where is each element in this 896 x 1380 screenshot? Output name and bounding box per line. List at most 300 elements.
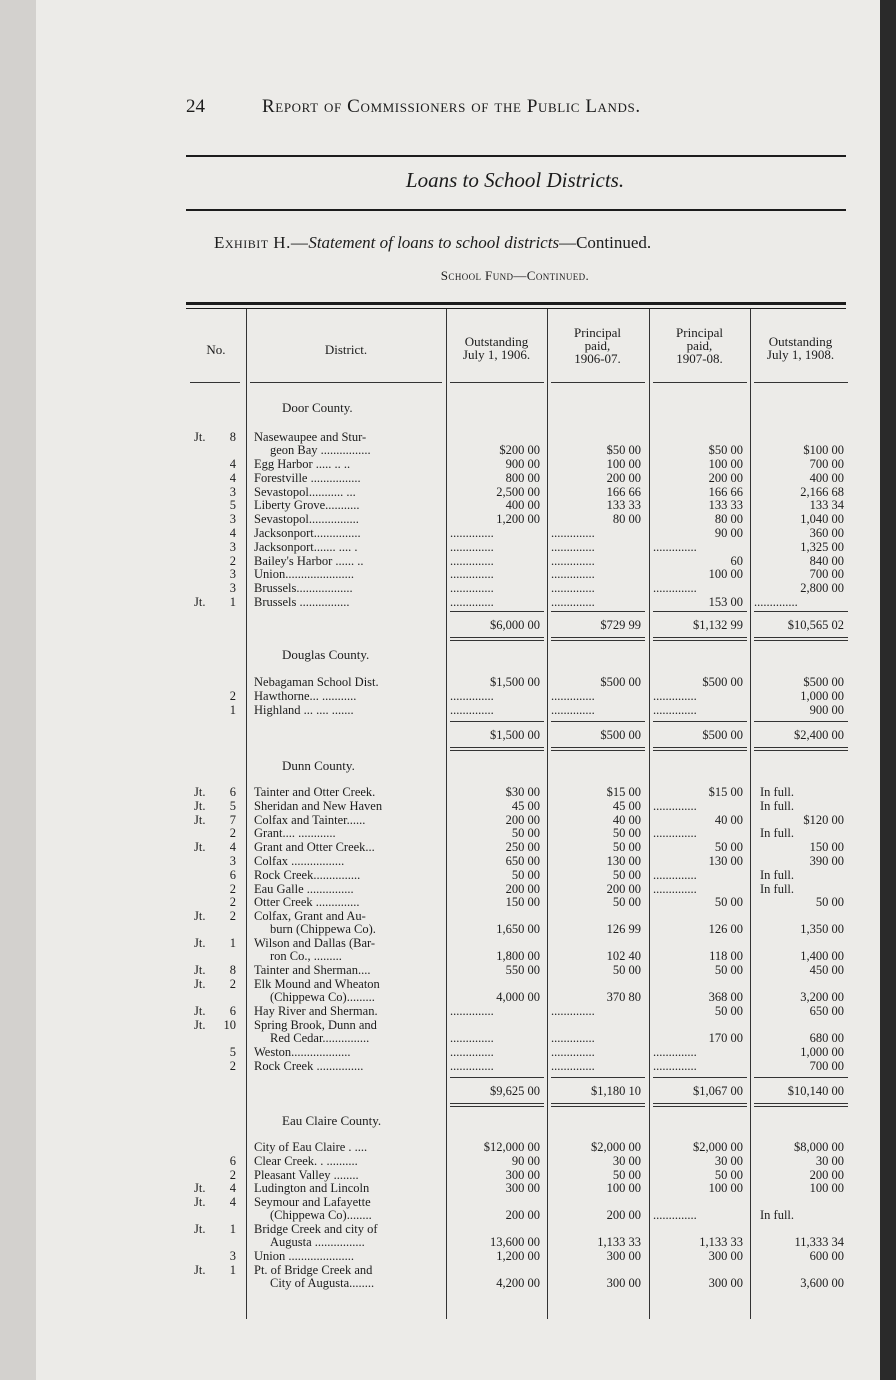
row-no: 4	[229, 1181, 236, 1196]
cell-outstanding-1908: 650 00	[809, 1004, 844, 1018]
cell-paid-1906-07: 200 00	[606, 1208, 641, 1223]
table-top-rule	[186, 302, 846, 305]
cell-paid-1907-08: 50 00	[714, 895, 743, 910]
cell-paid-1907-08: 90 00	[714, 526, 743, 540]
page-shadow-left	[0, 0, 36, 1380]
row-district: Augusta ................	[270, 1236, 365, 1250]
cell-outstanding-1906: ..............	[450, 553, 494, 568]
cell-outstanding-1906: 2,500 00	[496, 484, 540, 499]
cell-outstanding-1908: 11,333 34	[794, 1235, 844, 1250]
row-district: Brussels..................	[254, 582, 353, 596]
row-district: Otter Creek ..............	[254, 896, 360, 910]
subtotal-rule	[551, 721, 645, 722]
cell-outstanding-1906: 4,000 00	[496, 990, 540, 1005]
cell-outstanding-1908: 840 00	[809, 553, 844, 568]
row-no: 1	[229, 1222, 236, 1237]
total-rule	[551, 747, 645, 748]
row-no: 2	[229, 909, 236, 924]
total-paid-1907-08: $1,132 99	[693, 618, 743, 632]
cell-paid-1907-08: 50 00	[714, 840, 743, 855]
total-rule	[754, 637, 848, 638]
subtotal-rule	[653, 611, 747, 612]
cell-outstanding-1906: 250 00	[505, 840, 540, 855]
row-district: Sheridan and New Haven	[254, 799, 383, 813]
total-paid-1906-07: $729 99	[600, 618, 641, 632]
total-rule	[551, 640, 645, 641]
total-outstanding-1908: $2,400 00	[794, 728, 844, 742]
page-binding-edge	[880, 0, 896, 1380]
subtotal-rule	[754, 1077, 848, 1078]
row-no: 6	[229, 785, 236, 799]
row-no: 2	[229, 895, 236, 910]
cell-outstanding-1908: In full.	[760, 867, 795, 882]
cell-outstanding-1908: 700 00	[809, 457, 844, 471]
cell-paid-1906-07: ..............	[551, 567, 595, 582]
cell-outstanding-1908: 600 00	[809, 1249, 844, 1264]
cell-paid-1906-07: $15 00	[606, 785, 641, 799]
total-paid-1906-07: $1,180 10	[591, 1084, 641, 1098]
cell-paid-1907-08: ..............	[653, 798, 697, 813]
cell-paid-1906-07: 300 00	[606, 1276, 641, 1291]
cell-paid-1906-07: ..............	[551, 688, 595, 703]
cell-outstanding-1906: ..............	[450, 581, 494, 596]
col-header-3-line: Outstanding	[464, 334, 529, 349]
cell-paid-1907-08: 50 00	[714, 963, 743, 978]
row-district: Nasewaupee and Stur-	[254, 431, 367, 444]
total-rule	[754, 747, 848, 748]
row-district: Hawthorne... ...........	[254, 689, 357, 703]
cell-outstanding-1906: ..............	[450, 688, 494, 703]
row-district: (Chippewa Co)........	[270, 1209, 372, 1223]
cell-outstanding-1906: 45 00	[511, 798, 540, 813]
cell-outstanding-1908: In full.	[760, 881, 795, 896]
subtotal-rule	[450, 1077, 544, 1078]
cell-paid-1906-07: 50 00	[612, 840, 641, 855]
row-district: City of Eau Claire . ....	[254, 1141, 368, 1154]
row-district: Colfax, Grant and Au-	[254, 910, 366, 924]
subtotal-rule	[450, 721, 544, 722]
cell-outstanding-1908: 390 00	[809, 854, 844, 868]
cell-paid-1907-08: 80 00	[714, 512, 743, 527]
cell-paid-1907-08: ..............	[653, 581, 697, 596]
cell-paid-1906-07: $50 00	[606, 443, 641, 458]
fund-line: School Fund—Continued.	[440, 268, 590, 283]
total-rule	[450, 747, 544, 748]
cell-paid-1907-08: ..............	[653, 1044, 697, 1059]
row-no: 3	[229, 581, 236, 596]
cell-outstanding-1906: 1,200 00	[496, 1249, 540, 1264]
cell-paid-1907-08: ..............	[653, 539, 697, 554]
row-no-prefix: Jt.	[194, 785, 206, 799]
header-bottom-rule	[450, 382, 544, 383]
total-rule	[754, 1106, 848, 1107]
cell-outstanding-1908: 133 34	[809, 498, 844, 513]
column-divider	[750, 309, 751, 1319]
row-no-prefix: Jt.	[194, 1263, 206, 1277]
row-district: Elk Mound and Wheaton	[254, 978, 380, 991]
row-district: Red Cedar...............	[270, 1032, 370, 1045]
cell-paid-1906-07: 50 00	[612, 963, 641, 978]
total-rule	[450, 1103, 544, 1104]
cell-paid-1906-07: 166 66	[606, 484, 641, 499]
total-rule	[653, 747, 747, 748]
row-district: Liberty Grove...........	[254, 499, 360, 513]
running-title: Report of Commissioners of the Public Lands.	[262, 96, 641, 117]
row-no: 3	[229, 567, 236, 582]
cell-paid-1907-08: ..............	[653, 881, 697, 896]
total-rule	[754, 1103, 848, 1104]
cell-outstanding-1908: 1,325 00	[800, 539, 844, 554]
row-no: 2	[229, 1058, 236, 1073]
cell-outstanding-1906: 300 00	[505, 1167, 540, 1182]
cell-outstanding-1906: 90 00	[511, 1153, 540, 1168]
cell-outstanding-1906: 400 00	[505, 498, 540, 513]
cell-paid-1906-07: 133 33	[606, 498, 641, 513]
cell-outstanding-1908: 30 00	[815, 1153, 844, 1168]
cell-outstanding-1908: 450 00	[809, 963, 844, 978]
cell-paid-1906-07: ..............	[551, 1058, 595, 1073]
row-district: burn (Chippewa Co).	[270, 923, 376, 937]
total-rule	[653, 637, 747, 638]
cell-outstanding-1908: 700 00	[809, 1058, 844, 1073]
row-no: 8	[229, 430, 236, 444]
cell-outstanding-1908: 100 00	[809, 1181, 844, 1196]
cell-paid-1907-08: 30 00	[714, 1153, 743, 1168]
row-district: Spring Brook, Dunn and	[254, 1018, 377, 1032]
row-no: 6	[229, 867, 236, 882]
section-title: Loans to School Districts.	[405, 168, 625, 192]
county-heading: Douglas County.	[282, 647, 370, 662]
total-rule	[653, 1103, 747, 1104]
cell-paid-1907-08: ..............	[653, 1208, 697, 1223]
column-divider	[547, 309, 548, 1319]
cell-paid-1906-07: 370 80	[606, 990, 641, 1005]
cell-paid-1907-08: 300 00	[708, 1276, 743, 1291]
cell-paid-1907-08: ..............	[653, 702, 697, 717]
row-no: 6	[229, 1153, 236, 1168]
row-district: Union......................	[254, 568, 354, 582]
row-district: Sevastopol................	[254, 513, 359, 527]
cell-paid-1906-07: 40 00	[612, 812, 641, 827]
cell-outstanding-1908: 3,200 00	[800, 990, 844, 1005]
exhibit-caption	[214, 233, 824, 253]
row-no: 8	[229, 963, 236, 978]
cell-paid-1906-07: 126 99	[606, 922, 641, 937]
row-no: 1	[229, 595, 236, 609]
total-rule	[653, 750, 747, 751]
row-district: Brussels ................	[254, 596, 350, 609]
cell-outstanding-1906: 300 00	[505, 1181, 540, 1196]
cell-outstanding-1906: $12,000 00	[483, 1140, 540, 1154]
cell-paid-1907-08: ..............	[653, 867, 697, 882]
row-no: 1	[229, 1263, 236, 1277]
total-outstanding-1908: $10,140 00	[787, 1084, 844, 1098]
row-district: Eau Galle ...............	[254, 882, 354, 896]
cell-paid-1906-07: ..............	[551, 539, 595, 554]
county-heading: Door County.	[282, 400, 353, 415]
total-rule	[551, 750, 645, 751]
total-paid-1907-08: $1,067 00	[693, 1084, 743, 1098]
cell-outstanding-1906: 150 00	[505, 895, 540, 910]
row-no-prefix: Jt.	[194, 963, 206, 978]
top-rule	[186, 155, 846, 157]
cell-outstanding-1906: 50 00	[511, 826, 540, 841]
row-district: Rock Creek ...............	[254, 1059, 364, 1073]
cell-paid-1906-07: ..............	[551, 1004, 595, 1018]
row-no-prefix: Jt.	[194, 1181, 206, 1196]
cell-paid-1906-07: 50 00	[612, 867, 641, 882]
row-district: Highland ... .... .......	[254, 703, 354, 717]
row-no: 3	[229, 539, 236, 554]
exhibit-label: Exhibit H.—	[214, 233, 309, 252]
cell-outstanding-1908: In full.	[760, 785, 795, 799]
cell-paid-1907-08: $15 00	[708, 785, 743, 799]
row-no: 5	[229, 798, 236, 813]
cell-paid-1907-08: $500 00	[702, 675, 743, 689]
cell-outstanding-1908: 50 00	[815, 895, 844, 910]
row-no: 2	[229, 553, 236, 568]
cell-outstanding-1906: ..............	[450, 1004, 494, 1018]
cell-paid-1907-08: 50 00	[714, 1004, 743, 1018]
cell-outstanding-1906: $200 00	[499, 443, 540, 458]
row-no-prefix: Jt.	[194, 595, 206, 609]
row-no-prefix: Jt.	[194, 936, 206, 951]
cell-outstanding-1906: ..............	[450, 1031, 494, 1045]
cell-outstanding-1908: 680 00	[809, 1031, 844, 1045]
cell-outstanding-1906: ..............	[450, 567, 494, 582]
cell-paid-1906-07: ..............	[551, 595, 595, 609]
row-district: Colfax .................	[254, 855, 345, 868]
row-no: 5	[229, 498, 236, 513]
cell-paid-1907-08: 166 66	[708, 484, 743, 499]
row-no: 4	[229, 1195, 236, 1210]
cell-outstanding-1906: 200 00	[505, 1208, 540, 1223]
cell-paid-1907-08: 1,133 33	[699, 1235, 743, 1250]
cell-outstanding-1908: In full.	[760, 826, 795, 841]
row-district: Ludington and Lincoln	[254, 1182, 370, 1196]
cell-paid-1906-07: 30 00	[612, 1153, 641, 1168]
cell-outstanding-1906: $30 00	[505, 785, 540, 799]
cell-outstanding-1906: 200 00	[505, 881, 540, 896]
total-outstanding-1908: $10,565 02	[787, 618, 844, 632]
row-no-prefix: Jt.	[194, 812, 206, 827]
row-no: 3	[229, 1249, 236, 1264]
cell-paid-1907-08: $50 00	[708, 443, 743, 458]
cell-outstanding-1908: 200 00	[809, 1167, 844, 1182]
cell-paid-1906-07: 100 00	[606, 457, 641, 471]
cell-paid-1906-07: $2,000 00	[591, 1140, 641, 1154]
section-rule	[186, 209, 846, 211]
row-district: Bailey's Harbor ...... ..	[254, 554, 364, 568]
cell-outstanding-1908: ..............	[754, 595, 798, 609]
cell-outstanding-1908: $8,000 00	[794, 1140, 844, 1154]
cell-paid-1907-08: 118 00	[709, 949, 743, 964]
cell-paid-1907-08: 100 00	[708, 1181, 743, 1196]
row-no-prefix: Jt.	[194, 1017, 206, 1032]
cell-outstanding-1908: 1,350 00	[800, 922, 844, 937]
cell-outstanding-1908: 2,800 00	[800, 581, 844, 596]
row-district: (Chippewa Co).........	[270, 991, 375, 1005]
cell-outstanding-1906: ..............	[450, 1044, 494, 1059]
row-no: 2	[229, 688, 236, 703]
row-district: Pleasant Valley ........	[254, 1168, 359, 1182]
row-no: 3	[229, 512, 236, 527]
col-header-5-line: paid,	[686, 338, 713, 353]
col-header-no: No.	[206, 342, 226, 357]
cell-paid-1906-07: 50 00	[612, 826, 641, 841]
column-divider	[246, 309, 247, 1319]
table-top-rule-thin	[186, 308, 846, 309]
cell-outstanding-1906: ..............	[450, 1058, 494, 1073]
header-bottom-rule	[551, 382, 645, 383]
cell-paid-1907-08: 100 00	[708, 457, 743, 471]
row-no-prefix: Jt.	[194, 430, 206, 444]
col-header-3-line: July 1, 1906.	[462, 347, 531, 362]
row-district: Union .....................	[254, 1250, 354, 1264]
total-outstanding-1906: $6,000 00	[490, 618, 540, 632]
row-district: City of Augusta........	[270, 1277, 375, 1291]
cell-paid-1906-07: 50 00	[612, 1167, 641, 1182]
cell-outstanding-1906: 13,600 00	[490, 1235, 540, 1250]
cell-outstanding-1908: 700 00	[809, 567, 844, 582]
cell-outstanding-1908: In full.	[760, 1208, 795, 1223]
subtotal-rule	[653, 721, 747, 722]
row-no-prefix: Jt.	[194, 909, 206, 924]
subtotal-rule	[754, 611, 848, 612]
cell-outstanding-1906: 1,650 00	[496, 922, 540, 937]
cell-outstanding-1908: 1,040 00	[800, 512, 844, 527]
cell-outstanding-1908: 900 00	[809, 702, 844, 717]
total-rule	[653, 640, 747, 641]
cell-paid-1907-08: ..............	[653, 1058, 697, 1073]
col-header-6-line: Outstanding	[768, 334, 833, 349]
cell-outstanding-1906: ..............	[450, 539, 494, 554]
cell-outstanding-1906: $1,500 00	[490, 675, 540, 689]
row-district: Hay River and Sherman.	[254, 1005, 378, 1018]
total-outstanding-1906: $1,500 00	[490, 728, 540, 742]
header-bottom-rule	[653, 382, 747, 383]
total-rule	[450, 640, 544, 641]
cell-paid-1907-08: ..............	[653, 688, 697, 703]
row-no: 7	[229, 812, 236, 827]
cell-paid-1907-08: 126 00	[708, 922, 743, 937]
cell-outstanding-1906: ..............	[450, 702, 494, 717]
row-no: 1	[229, 936, 236, 951]
row-district: geon Bay ................	[270, 444, 371, 458]
subtotal-rule	[653, 1077, 747, 1078]
cell-paid-1906-07: ..............	[551, 526, 595, 540]
row-district: Rock Creek...............	[254, 868, 361, 882]
col-header-6-line: July 1, 1908.	[766, 347, 835, 362]
row-no-prefix: Jt.	[194, 840, 206, 855]
total-rule	[450, 1106, 544, 1107]
row-no: 3	[229, 484, 236, 499]
cell-paid-1907-08: 368 00	[708, 990, 743, 1005]
total-rule	[551, 637, 645, 638]
cell-paid-1906-07: 200 00	[606, 881, 641, 896]
cell-outstanding-1906: 50 00	[511, 867, 540, 882]
cell-outstanding-1908: 360 00	[809, 526, 844, 540]
header-bottom-rule	[250, 382, 442, 383]
row-no: 2	[229, 826, 236, 841]
row-district: Colfax and Tainter......	[254, 813, 366, 827]
cell-paid-1907-08: 130 00	[708, 854, 743, 868]
cell-outstanding-1906: 800 00	[505, 470, 540, 485]
row-district: Sevastopol........... ...	[254, 485, 356, 499]
cell-outstanding-1906: 1,200 00	[496, 512, 540, 527]
row-no: 2	[229, 977, 236, 991]
row-no-prefix: Jt.	[194, 1004, 206, 1018]
header-bottom-rule	[190, 382, 240, 383]
cell-paid-1906-07: ..............	[551, 702, 595, 717]
col-header-5-line: Principal	[676, 325, 723, 340]
col-header-district: District.	[324, 342, 368, 357]
row-district: Bridge Creek and city of	[254, 1223, 378, 1237]
cell-paid-1907-08: 50 00	[714, 1167, 743, 1182]
row-district: Jacksonport...............	[254, 527, 361, 540]
cell-paid-1906-07: $500 00	[600, 675, 641, 689]
cell-outstanding-1906: 550 00	[505, 963, 540, 978]
row-district: Forestville ................	[254, 471, 361, 485]
row-district: Nebagaman School Dist.	[254, 676, 379, 689]
cell-outstanding-1908: 3,600 00	[800, 1276, 844, 1291]
row-district: Tainter and Sherman....	[254, 964, 371, 978]
cell-outstanding-1906: 900 00	[505, 457, 540, 471]
row-no: 2	[229, 881, 236, 896]
row-district: Wilson and Dallas (Bar-	[254, 937, 376, 951]
cell-paid-1906-07: 300 00	[606, 1249, 641, 1264]
total-rule	[551, 1103, 645, 1104]
county-heading: Eau Claire County.	[282, 1113, 382, 1128]
row-district: Grant.... ............	[254, 827, 336, 841]
cell-outstanding-1908: $500 00	[803, 675, 844, 689]
row-no: 6	[229, 1004, 236, 1018]
cell-outstanding-1908: 150 00	[809, 840, 844, 855]
column-divider	[649, 309, 650, 1319]
col-header-4-line: paid,	[584, 338, 611, 353]
cell-paid-1907-08: $2,000 00	[693, 1140, 743, 1154]
subtotal-rule	[551, 611, 645, 612]
row-district: ron Co., .........	[270, 950, 342, 964]
cell-outstanding-1908: 1,000 00	[800, 688, 844, 703]
cell-paid-1906-07: ..............	[551, 553, 595, 568]
cell-paid-1906-07: 80 00	[612, 512, 641, 527]
row-no: 4	[229, 457, 236, 471]
subtotal-rule	[450, 611, 544, 612]
subtotal-rule	[551, 1077, 645, 1078]
row-district: Pt. of Bridge Creek and	[254, 1264, 373, 1277]
row-no: 5	[229, 1044, 236, 1059]
column-divider	[446, 309, 447, 1319]
cell-paid-1906-07: ..............	[551, 1031, 595, 1045]
exhibit-suffix: —Continued.	[559, 233, 652, 252]
cell-outstanding-1908: $100 00	[803, 443, 844, 458]
row-district: Weston...................	[254, 1045, 351, 1059]
cell-paid-1907-08: 40 00	[714, 812, 743, 827]
total-rule	[754, 750, 848, 751]
col-header-5-line: 1907-08.	[676, 351, 723, 366]
cell-outstanding-1906: 200 00	[505, 812, 540, 827]
row-no: 4	[229, 470, 236, 485]
cell-outstanding-1906: 4,200 00	[496, 1276, 540, 1291]
cell-outstanding-1906: 650 00	[505, 854, 540, 868]
total-paid-1906-07: $500 00	[600, 728, 641, 742]
row-no: 3	[229, 854, 236, 868]
row-district: Grant and Otter Creek...	[254, 841, 375, 855]
cell-paid-1906-07: 50 00	[612, 895, 641, 910]
cell-paid-1907-08: 300 00	[708, 1249, 743, 1264]
cell-paid-1907-08: 133 33	[708, 498, 743, 513]
